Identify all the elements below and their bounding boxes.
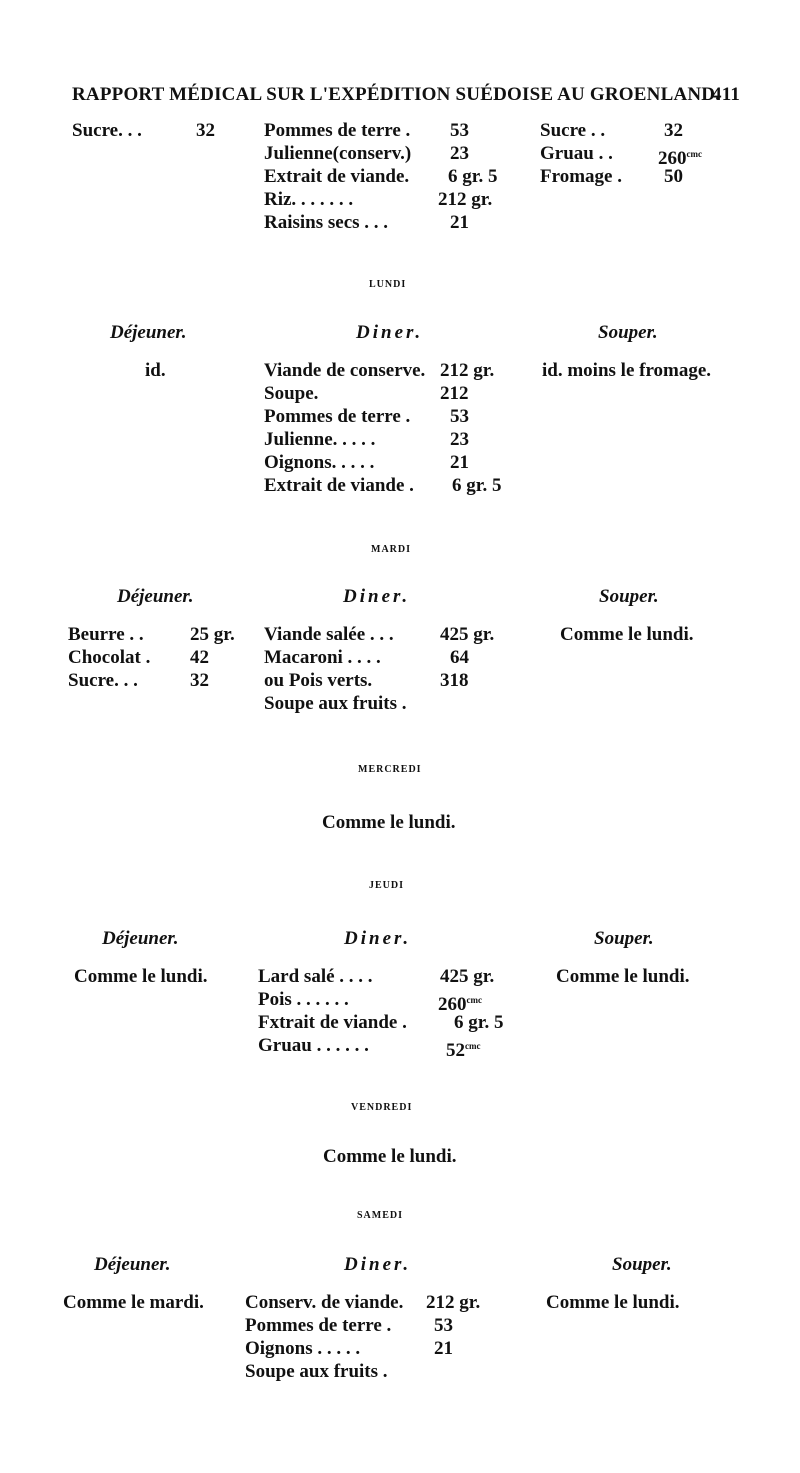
dejeuner-text: Comme le mardi.	[63, 1292, 204, 1313]
diner-item-value: 212 gr.	[426, 1292, 481, 1313]
top-col3-value: 50	[664, 166, 683, 187]
diner-item-name: Pois . . . . . .	[258, 989, 349, 1010]
diner-item-name: Extrait de viande .	[264, 475, 414, 496]
diner-item-value: $260^{cmc}$	[438, 994, 482, 1015]
dejeuner-item-value: 25 gr.	[190, 624, 235, 645]
top-col3-value: 32	[664, 120, 683, 141]
day-title-mercredi: MERCREDI	[358, 764, 422, 775]
top-col3-name: Sucre . .	[540, 120, 606, 141]
top-col1-name: Sucre. . .	[72, 120, 142, 141]
diner-item-name: Lard salé . . . .	[258, 966, 373, 987]
diner-item-value: 425 gr.	[440, 624, 495, 645]
diner-item-value: 212 gr.	[440, 360, 495, 381]
top-col2-name: Pommes de terre .	[264, 120, 411, 141]
diner-item-value: $52^{cmc}$	[446, 1040, 481, 1061]
diner-item-name: Pommes de terre .	[264, 406, 411, 427]
diner-item-name: Oignons. . . . .	[264, 452, 375, 473]
souper-text: Comme le lundi.	[556, 966, 690, 987]
dejeuner-text: Comme le lundi.	[74, 966, 208, 987]
top-col3-name: Fromage .	[540, 166, 622, 187]
diner-item-name: Soupe aux fruits .	[245, 1361, 388, 1382]
top-col2-name: Julienne(conserv.)	[264, 143, 412, 164]
header-dejeuner: Déjeuner.	[94, 1254, 171, 1275]
day-title-jeudi: JEUDI	[369, 880, 405, 891]
header-souper: Souper.	[612, 1254, 672, 1275]
day-title-samedi: SAMEDI	[357, 1210, 404, 1221]
running-header-title: RAPPORT MÉDICAL SUR L'EXPÉDITION SUÉDOISE AU GROENLAND.	[72, 84, 721, 105]
diner-item-name: Julienne. . . . .	[264, 429, 376, 450]
header-dejeuner: Déjeuner.	[117, 586, 194, 607]
diner-item-name: ou Pois verts.	[264, 670, 373, 691]
top-col2-name: Raisins secs . . .	[264, 212, 389, 233]
diner-item-value: 21	[450, 452, 469, 473]
dejeuner-item-value: 42	[190, 647, 209, 668]
diner-item-value: 425 gr.	[440, 966, 495, 987]
diner-item-name: Oignons . . . . .	[245, 1338, 361, 1359]
diner-item-name: Pommes de terre .	[245, 1315, 392, 1336]
header-souper: Souper.	[598, 322, 658, 343]
header-dejeuner: Déjeuner.	[102, 928, 179, 949]
souper-text: Comme le lundi.	[560, 624, 694, 645]
top-col2-name: Extrait de viande.	[264, 166, 410, 187]
diner-item-value: 23	[450, 429, 469, 450]
diner-item-name: Macaroni . . . .	[264, 647, 381, 668]
diner-item-name: Soupe.	[264, 383, 319, 404]
souper-text: id. moins le fromage.	[542, 360, 712, 381]
diner-item-name: Soupe aux fruits .	[264, 693, 407, 714]
top-col2-value: 212 gr.	[438, 189, 493, 210]
diner-item-value: 53	[450, 406, 469, 427]
dejeuner-item-name: Beurre . .	[68, 624, 144, 645]
mercredi-text: Comme le lundi.	[322, 812, 456, 833]
diner-item-value: 6 gr. 5	[452, 475, 502, 496]
day-title-lundi: LUNDI	[369, 279, 407, 290]
page-number: 411	[712, 84, 741, 105]
diner-item-name: Gruau . . . . . .	[258, 1035, 369, 1056]
top-col3-value: $260^{cmc}$	[658, 148, 702, 169]
top-col2-value: 53	[450, 120, 469, 141]
top-col3-name: Gruau . .	[540, 143, 613, 164]
top-col2-value: 21	[450, 212, 469, 233]
dejeuner-item-name: Chocolat .	[68, 647, 151, 668]
top-col1-value: 32	[196, 120, 215, 141]
dejeuner-text: id.	[145, 360, 166, 381]
diner-item-name: Fxtrait de viande .	[258, 1012, 407, 1033]
diner-item-name: Conserv. de viande.	[245, 1292, 404, 1313]
top-col2-name: Riz. . . . . . .	[264, 189, 354, 210]
top-col2-value: 23	[450, 143, 469, 164]
header-diner: Diner.	[356, 322, 424, 343]
diner-item-name: Viande salée . . .	[264, 624, 394, 645]
header-diner: Diner.	[344, 928, 412, 949]
day-title-vendredi: VENDREDI	[351, 1102, 413, 1113]
day-title-mardi: MARDI	[371, 544, 411, 555]
dejeuner-item-value: 32	[190, 670, 209, 691]
header-diner: Diner.	[344, 1254, 412, 1275]
top-col2-value: 6 gr. 5	[448, 166, 498, 187]
diner-item-value: 53	[434, 1315, 453, 1336]
diner-item-value: 212	[440, 383, 469, 404]
header-dejeuner: Déjeuner.	[110, 322, 187, 343]
header-diner: Diner.	[343, 586, 411, 607]
header-souper: Souper.	[599, 586, 659, 607]
vendredi-text: Comme le lundi.	[323, 1146, 457, 1167]
diner-item-name: Viande de conserve.	[264, 360, 426, 381]
diner-item-value: 64	[450, 647, 469, 668]
diner-item-value: 318	[440, 670, 469, 691]
diner-item-value: 6 gr. 5	[454, 1012, 504, 1033]
souper-text: Comme le lundi.	[546, 1292, 680, 1313]
header-souper: Souper.	[594, 928, 654, 949]
dejeuner-item-name: Sucre. . .	[68, 670, 138, 691]
diner-item-value: 21	[434, 1338, 453, 1359]
